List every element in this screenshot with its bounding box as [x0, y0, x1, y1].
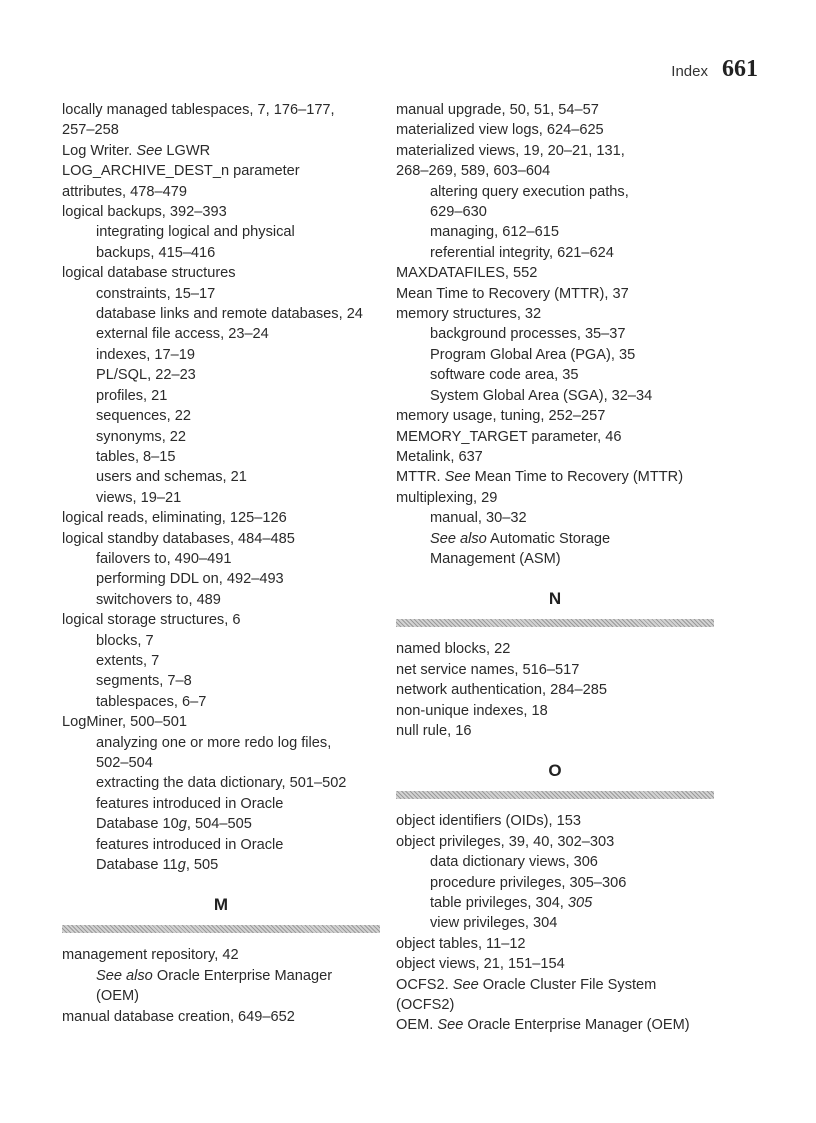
index-entry: data dictionary views, 306: [430, 854, 598, 871]
index-entry: null rule, 16: [396, 722, 472, 739]
index-entry: [62, 814, 380, 834]
index-entry: view privileges, 304: [430, 915, 558, 932]
section-letter: M: [213, 895, 229, 915]
index-entry: MAXDATAFILES, 552: [396, 265, 538, 282]
index-entry: 268–269, 589, 603–604: [396, 163, 551, 180]
index-entry: extracting the data dictionary, 501–502: [96, 775, 347, 792]
entry-text: OCFS2.: [396, 976, 453, 993]
index-entry: tablespaces, 6–7: [96, 693, 207, 710]
entry-text: Oracle Cluster File System: [478, 976, 657, 993]
entry-italic: See: [437, 1017, 464, 1034]
index-entry: background processes, 35–37: [430, 326, 626, 343]
index-entry: management repository, 42: [62, 947, 239, 964]
index-entry: 257–258: [62, 122, 119, 139]
index-entry: logical reads, eliminating, 125–126: [62, 510, 287, 527]
entry-text: Oracle Enterprise Manager (OEM): [463, 1017, 690, 1034]
index-entry: referential integrity, 621–624: [430, 244, 614, 261]
section-divider: [62, 925, 380, 933]
header-label: Index: [671, 63, 708, 80]
section-m: [62, 895, 380, 933]
index-entry: memory usage, tuning, 252–257: [396, 408, 606, 425]
page-number: 661: [722, 56, 758, 82]
index-entry: [396, 975, 714, 995]
section-letter: O: [548, 761, 562, 781]
index-entry: object views, 21, 151–154: [396, 956, 565, 973]
index-entry: sequences, 22: [96, 408, 191, 425]
index-entry: manual database creation, 649–652: [62, 1008, 295, 1025]
index-entry: manual upgrade, 50, 51, 54–57: [396, 102, 599, 118]
index-entry: net service names, 516–517: [396, 661, 580, 678]
index-entry: [62, 966, 380, 986]
index-entry: tables, 8–15: [96, 448, 176, 465]
index-entry: (OEM): [96, 988, 139, 1005]
index-entry: database links and remote databases, 24: [96, 306, 363, 323]
index-entry: MEMORY_TARGET parameter, 46: [396, 428, 622, 445]
index-entry: manual, 30–32: [430, 510, 527, 527]
index-entry: altering query execution paths,: [430, 183, 629, 200]
index-entry: materialized view logs, 624–625: [396, 122, 604, 139]
index-entry: [396, 1015, 714, 1035]
index-entry: non-unique indexes, 18: [396, 702, 548, 719]
index-entry: [62, 141, 380, 161]
entry-text: , 505: [185, 857, 219, 874]
index-entry: System Global Area (SGA), 32–34: [430, 387, 653, 404]
index-entry: blocks, 7: [96, 632, 154, 649]
index-column-right: [396, 100, 714, 1036]
index-entry: extents, 7: [96, 652, 160, 669]
index-entry: managing, 612–615: [430, 224, 560, 241]
index-entry: procedure privileges, 305–306: [430, 874, 627, 891]
section-divider: [396, 619, 714, 627]
index-entry: software code area, 35: [430, 367, 579, 384]
index-entry: (OCFS2): [396, 997, 455, 1014]
index-entry: object privileges, 39, 40, 302–303: [396, 833, 615, 850]
index-entry: views, 19–21: [96, 489, 182, 506]
entry-text: Database 11: [96, 857, 178, 874]
entry-italic: See: [136, 142, 163, 159]
entry-italic: 305: [567, 895, 593, 911]
index-entry: external file access, 23–24: [96, 326, 269, 343]
section-divider: [396, 791, 714, 799]
index-entry: Metalink, 637: [396, 448, 483, 465]
index-entry: backups, 415–416: [96, 244, 216, 261]
index-entry: Mean Time to Recovery (MTTR), 37: [396, 285, 629, 302]
section-o: [396, 761, 714, 799]
index-entry: 629–630: [430, 204, 487, 221]
index-entry: synonyms, 22: [96, 428, 187, 445]
index-column-left: [62, 100, 380, 1027]
entry-italic: See also: [96, 967, 153, 984]
index-entry: attributes, 478–479: [62, 183, 187, 200]
index-entry: object identifiers (OIDs), 153: [396, 813, 581, 830]
entry-text: OEM.: [396, 1017, 438, 1034]
index-entry: network authentication, 284–285: [396, 682, 607, 699]
entry-text: Log Writer.: [62, 142, 137, 159]
index-entry: logical standby databases, 484–485: [62, 530, 295, 547]
index-entry: LOG_ARCHIVE_DEST_n parameter: [62, 163, 300, 180]
section-n: [396, 589, 714, 627]
running-header: [671, 56, 758, 83]
index-entry: integrating logical and physical: [96, 224, 295, 241]
index-entry: [62, 855, 380, 875]
entry-text: table privileges, 304,: [430, 895, 568, 911]
index-entry: [396, 467, 714, 487]
entry-text: Oracle Enterprise Manager: [152, 967, 333, 984]
index-entry: features introduced in Oracle: [96, 836, 284, 853]
index-entry: performing DDL on, 492–493: [96, 571, 284, 588]
index-entry: memory structures, 32: [396, 306, 542, 323]
index-entry: failovers to, 490–491: [96, 550, 232, 567]
index-entry: logical database structures: [62, 265, 236, 282]
index-entry: constraints, 15–17: [96, 285, 216, 302]
entry-italic: See: [444, 469, 471, 486]
index-entry: segments, 7–8: [96, 673, 192, 690]
index-entry: Program Global Area (PGA), 35: [430, 346, 636, 363]
entry-text: Mean Time to Recovery (MTTR): [470, 469, 684, 486]
index-entry: [396, 893, 714, 913]
index-entry: locally managed tablespaces, 7, 176–177,: [62, 102, 335, 118]
index-entry: [396, 529, 714, 549]
entry-text: Database 10: [96, 816, 179, 833]
entry-text: , 504–505: [186, 816, 252, 833]
index-entry: users and schemas, 21: [96, 469, 247, 486]
index-entry: indexes, 17–19: [96, 346, 195, 363]
index-entry: multiplexing, 29: [396, 489, 498, 506]
index-entry: features introduced in Oracle: [96, 795, 284, 812]
index-entry: analyzing one or more redo log files,: [96, 734, 332, 751]
section-letter: N: [548, 589, 562, 609]
index-entry: LogMiner, 500–501: [62, 714, 187, 731]
entry-text: LGWR: [162, 142, 211, 159]
index-entry: object tables, 11–12: [396, 935, 526, 952]
entry-italic: g: [178, 816, 187, 833]
entry-italic: g: [177, 857, 186, 874]
entry-italic: See also: [430, 530, 487, 547]
index-entry: logical backups, 392–393: [62, 204, 227, 221]
index-entry: materialized views, 19, 20–21, 131,: [396, 142, 625, 159]
entry-italic: See: [452, 976, 479, 993]
index-entry: 502–504: [96, 755, 153, 771]
index-entry: profiles, 21: [96, 387, 168, 404]
entry-text: MTTR.: [396, 469, 445, 486]
index-entry: named blocks, 22: [396, 641, 511, 658]
index-entry: Management (ASM): [430, 550, 561, 567]
index-entry: PL/SQL, 22–23: [96, 367, 196, 384]
entry-text: Automatic Storage: [486, 530, 611, 547]
index-entry: switchovers to, 489: [96, 591, 221, 608]
index-entry: logical storage structures, 6: [62, 612, 241, 629]
